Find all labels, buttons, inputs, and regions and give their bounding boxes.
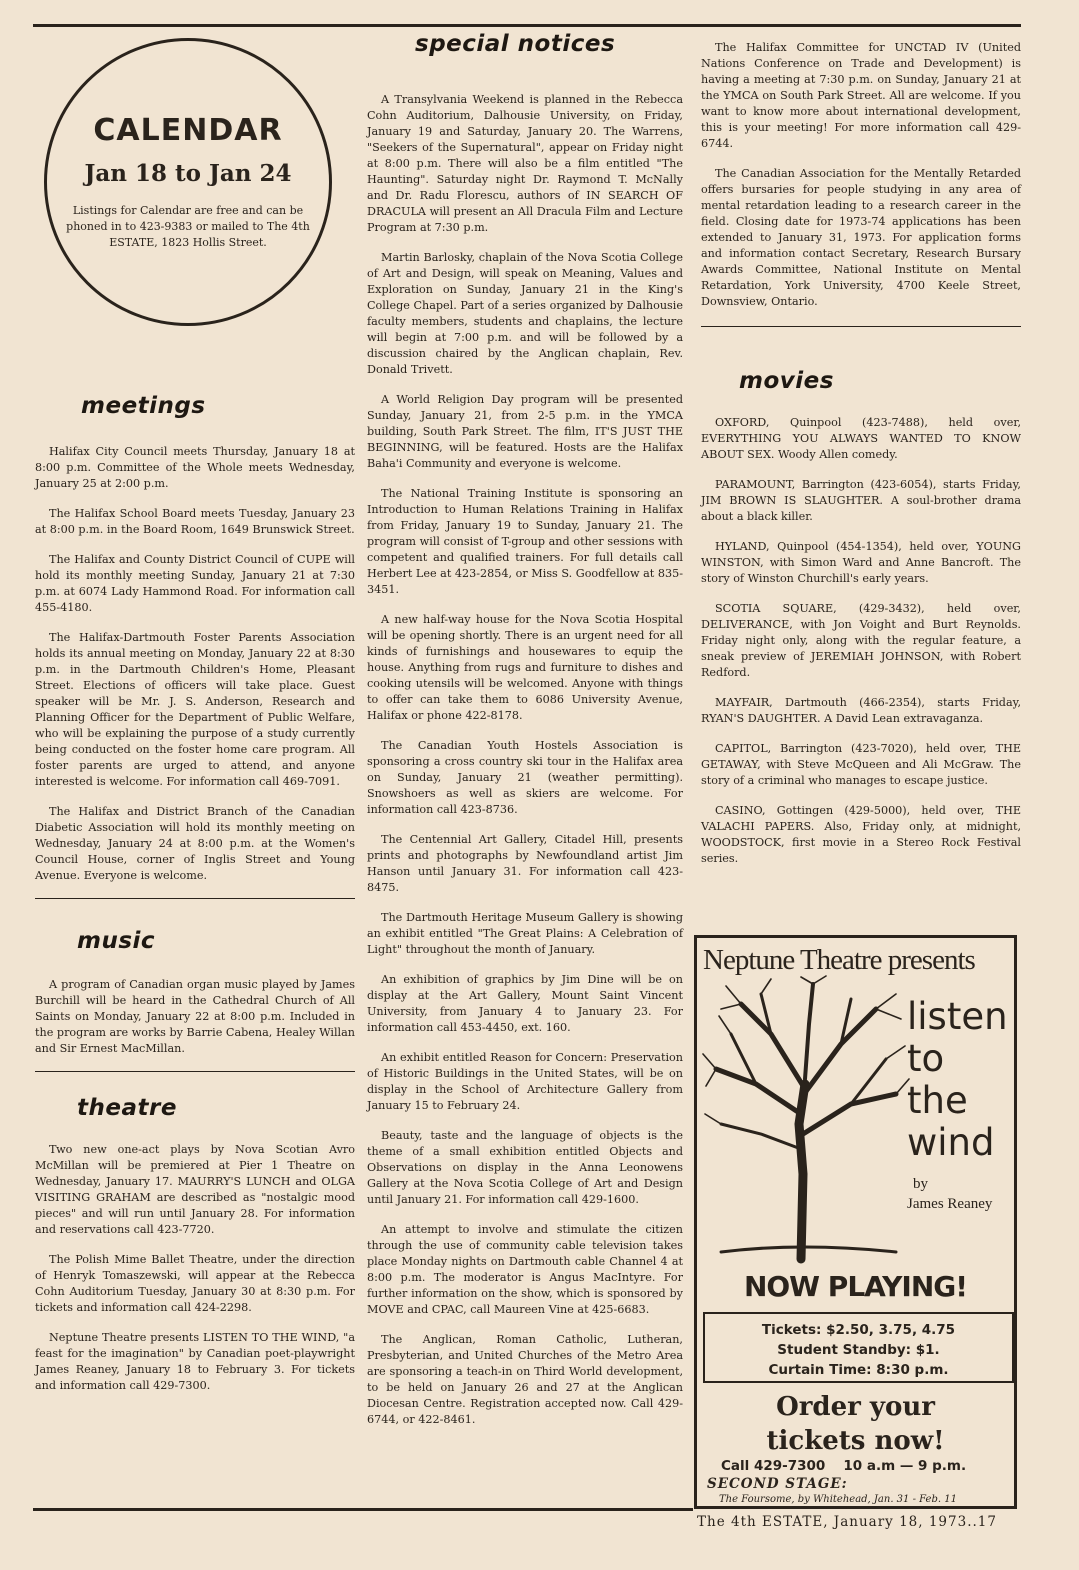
ad-byline xyxy=(907,1174,993,1214)
by-label: by xyxy=(913,1176,928,1192)
section-divider xyxy=(701,326,1021,327)
author-name: James Reaney xyxy=(907,1196,993,1212)
tree-illustration xyxy=(701,974,911,1264)
movie-item: SCOTIA SQUARE, (429-3432), held over, DELIVERANCE, with Jon Voight and Burt Reynolds. Friday night only, along with the regular feature, a sneak preview of JEREMIAH JOHNSON, with Robert Redford. xyxy=(701,602,1021,679)
notice-item: A Transylvania Weekend is planned in the Rebecca Cohn Auditorium, Dalhousie University, on Friday, January 19 and Saturday, January 20. The Warrens, "Seekers of the Supernatural", appear on Friday night at 8:00 p.m. There will also be a film entitled "The Haunting". Saturday night Dr. Raymond T. McNally and Dr. Radu Florescu, authors of IN SEARCH OF DRACULA will present an All Dracula Film and Lecture Program at 7:30 p.m. xyxy=(367,93,683,234)
movies-heading: movies xyxy=(739,368,834,394)
notice-item: The National Training Institute is sponsoring an Introduction to Human Relations Training in Halifax from Friday, January 19 to Sunday, January 21. The program will consist of T-group and other sessions with competent and qualified trainers. For full details call Herbert Lee at 423-2854, or Miss S. Goodfellow at 835-3451. xyxy=(367,487,683,596)
page-folio: The 4th ESTATE, January 18, 1973..17 xyxy=(697,1514,997,1530)
notice-item: Beauty, taste and the language of objects is the theme of a small exhibition entitled Objects and Observations on display in the Anna Leonowens Gallery at the Nova Scotia College of Art and Design until January 21. For information call 429-1600. xyxy=(367,1129,683,1206)
column-right xyxy=(701,40,1021,881)
box-office-phone xyxy=(721,1458,966,1474)
column-left xyxy=(35,393,355,1408)
ticket-prices: Tickets: $2.50, 3.75, 4.75 xyxy=(761,1322,956,1338)
meeting-item: Halifax City Council meets Thursday, January 18 at 8:00 p.m. Committee of the Whole meets Wednesday, January 25 at 2:00 p.m. xyxy=(35,445,355,490)
title-line: to xyxy=(907,1037,945,1080)
music-item: A program of Canadian organ music played by James Burchill will be heard in the Cathedral Church of All Saints on Monday, January 22 at 8:00 p.m. Included in the program are works by Barrie Cabena, Healey Willan and Sir Ernest MacMillan. xyxy=(35,978,355,1055)
neptune-theatre-ad xyxy=(694,935,1017,1509)
meeting-item: The Halifax and District Branch of the Canadian Diabetic Association will hold its monthly meeting on Wednesday, January 24 at 8:00 p.m. at the Women's Council House, corner of Inglis Street and Young Avenue. Everyone is welcome. xyxy=(35,805,355,882)
movie-item: HYLAND, Quinpool (454-1354), held over, YOUNG WINSTON, with Simon Ward and Anne Bancroft. The story of Winston Churchill's early years. xyxy=(701,540,1021,585)
meetings-heading: meetings xyxy=(81,393,206,419)
theatre-item: The Polish Mime Ballet Theatre, under the direction of Henryk Tomaszewski, will appear at the Rebecca Cohn Auditorium Tuesday, January 30 at 8:30 p.m. For tickets and information call 424-2298. xyxy=(35,1253,355,1314)
second-stage-label: SECOND STAGE: xyxy=(707,1476,848,1492)
movie-item: MAYFAIR, Dartmouth (466-2354), starts Friday, RYAN'S DAUGHTER. A David Lean extravaganza. xyxy=(701,696,1021,725)
notice-item: An exhibition of graphics by Jim Dine will be on display at the Art Gallery, Mount Saint Vincent University, from January 4 to January 23. For information call 453-4450, ext. 160. xyxy=(367,973,683,1034)
top-rule xyxy=(33,24,1021,27)
theatre-heading: theatre xyxy=(77,1095,177,1121)
notice-item: A World Religion Day program will be presented Sunday, January 21, from 2-5 p.m. in the YMCA building, South Park Street. The film, IT'S JUST THE BEGINNING, will be featured. Hosts are the Halifax Baha'i Community and everyone is welcome. xyxy=(367,393,683,470)
calendar-note: Listings for Calendar are free and can be phoned in to 423-9383 or mailed to The 4th ESTATE, 1823 Hollis Street. xyxy=(66,204,310,249)
meeting-item: The Halifax School Board meets Tuesday, January 23 at 8:00 p.m. in the Board Room, 1649 Brunswick Street. xyxy=(35,507,355,536)
notice-item: The Centennial Art Gallery, Citadel Hill, presents prints and photographs by Newfoundland artist Jim Hanson until January 31. For information call 423-8475. xyxy=(367,833,683,894)
ad-header: Neptune Theatre presents xyxy=(703,944,975,976)
music-heading: music xyxy=(77,928,156,954)
curtain-time: Curtain Time: 8:30 p.m. xyxy=(768,1362,949,1378)
order-tickets-slogan xyxy=(697,1390,1014,1458)
theatre-item: Neptune Theatre presents LISTEN TO THE WIND, "a feast for the imagination" by Canadian poet-playwright James Reaney, January 18 to February 3. For tickets and information call 429-7300. xyxy=(35,1331,355,1392)
notice-item: The Anglican, Roman Catholic, Lutheran, Presbyterian, and United Churches of the Metro Area are sponsoring a teach-in on Third World development, to be held on January 26 and 27 at the Anglican Diocesan Centre. Registration accepted now. Call 429-6744, or 422-8461. xyxy=(367,1333,683,1426)
ticket-info-box xyxy=(703,1312,1014,1383)
now-playing-banner: NOW PLAYING! xyxy=(743,1270,968,1303)
meeting-item: The Halifax-Dartmouth Foster Parents Association holds its annual meeting on Monday, January 22 at 8:30 p.m. in the Dartmouth Children's Home, Pleasant Street. Elections of officers will take place. Guest speaker will be Mr. J. S. Anderson, Research and Planning Officer for the Department of Public Welfare, who will be explaining the purpose of a study currently being conducted on the foster home care program. All foster parents are urged to attend, and anyone interested is welcome. For information call 469-7091. xyxy=(35,631,355,788)
bottom-rule xyxy=(33,1508,693,1511)
notice-item: A new half-way house for the Nova Scotia Hospital will be opening shortly. There is an urgent need for all kinds of furnishings and housewares to equip the house. Anything from rugs and furniture to dishes and cooking utensils will be welcomed. Anyone with things to offer can take them to 6086 University Avenue, Halifax or phone 422-8178. xyxy=(367,613,683,722)
special-notices-heading: special notices xyxy=(415,31,616,57)
box-office-hours: 10 a.m — 9 p.m. xyxy=(843,1458,967,1474)
theatre-item: Two new one-act plays by Nova Scotian Avro McMillan will be premiered at Pier 1 Theatre on Wednesday, January 17. MAURRY'S LUNCH and OLGA VISITING GRAHAM are described as "nostalgic mood pieces" and will run until January 28. For information and reservations call 423-7720. xyxy=(35,1143,355,1236)
notice-item: Martin Barlosky, chaplain of the Nova Scotia College of Art and Design, will speak on Meaning, Values and Exploration on Sunday, January 21 in the King's College Chapel. Part of a series organized by Dalhousie faculty members, students and chaplains, the lecture will begin at 7:00 p.m. and will be followed by a discussion chaired by the Anglican chaplain, Rev. Donald Trivett. xyxy=(367,251,683,376)
notice-item: An attempt to involve and stimulate the citizen through the use of community cable television takes place Monday nights on Dartmouth cable Channel 4 at 8:00 p.m. The moderator is Angus MacIntyre. For further information on the show, which is sponsored by MOVE and CPAC, call Maureen Vine at 425-6683. xyxy=(367,1223,683,1316)
notice-item: An exhibit entitled Reason for Concern: Preservation of Historic Buildings in the United States, will be on display in the School of Architecture Gallery from January 15 to February 24. xyxy=(367,1051,683,1112)
second-stage-show: The Foursome, by Whitehead, Jan. 31 - Feb. 11 xyxy=(719,1494,957,1505)
movie-item: CASINO, Gottingen (429-5000), held over, THE VALACHI PAPERS. Also, Friday only, at midnight, WOODSTOCK, first movie in a Stereo Rock Festival series. xyxy=(701,804,1021,865)
movie-item: PARAMOUNT, Barrington (423-6054), starts Friday, JIM BROWN IS SLAUGHTER. A soul-brother drama about a black killer. xyxy=(701,478,1021,523)
notice-item: The Canadian Youth Hostels Association is sponsoring a cross country ski tour in the Halifax area on Sunday, January 21 (weather permitting). Snowshoers as well as skiers are welcome. For information call 423-8736. xyxy=(367,739,683,816)
movie-item: OXFORD, Quinpool (423-7488), held over, EVERYTHING YOU ALWAYS WANTED TO KNOW ABOUT SEX. Woody Allen comedy. xyxy=(701,416,1021,461)
student-standby: Student Standby: $1. xyxy=(777,1342,940,1358)
calendar-badge xyxy=(44,38,332,326)
calendar-title: CALENDAR xyxy=(93,113,283,148)
calendar-dates: Jan 18 to Jan 24 xyxy=(84,160,292,187)
section-divider xyxy=(35,898,355,899)
title-line: listen xyxy=(907,995,1008,1038)
notice-item: The Canadian Association for the Mentally Retarded offers bursaries for people studying in any area of mental retardation leading to a research career in the field. Closing date for 1973-74 applications has been extended to January 31, 1973. For application forms and information contact Secretary, Research Bursary Awards Committee, National Institute on Mental Retardation, York University, 4700 Keele Street, Downsview, Ontario. xyxy=(701,167,1021,308)
phone-number: Call 429-7300 xyxy=(721,1458,826,1474)
order-line: Order your xyxy=(776,1392,935,1422)
title-line: wind xyxy=(907,1121,995,1164)
movie-item: CAPITOL, Barrington (423-7020), held over, THE GETAWAY, with Steve McQueen and Ali McGraw. The story of a criminal who manages to escape justice. xyxy=(701,742,1021,787)
column-middle xyxy=(367,31,683,1442)
title-line: the xyxy=(907,1079,968,1122)
meeting-item: The Halifax and County District Council of CUPE will hold its monthly meeting Sunday, January 21 at 7:30 p.m. at 6074 Lady Hammond Road. For information call 455-4180. xyxy=(35,553,355,614)
order-line: tickets now! xyxy=(766,1426,945,1456)
ad-play-title xyxy=(907,996,1008,1164)
section-divider xyxy=(35,1071,355,1072)
notice-item: The Dartmouth Heritage Museum Gallery is showing an exhibit entitled "The Great Plains: A Celebration of Light" throughout the month of January. xyxy=(367,911,683,956)
notice-item: The Halifax Committee for UNCTAD IV (United Nations Conference on Trade and Development) is having a meeting at 7:30 p.m. on Sunday, January 21 at the YMCA on South Park Street. All are welcome. If you want to know more about international development, this is your meeting! For more information call 429-6744. xyxy=(701,41,1021,150)
